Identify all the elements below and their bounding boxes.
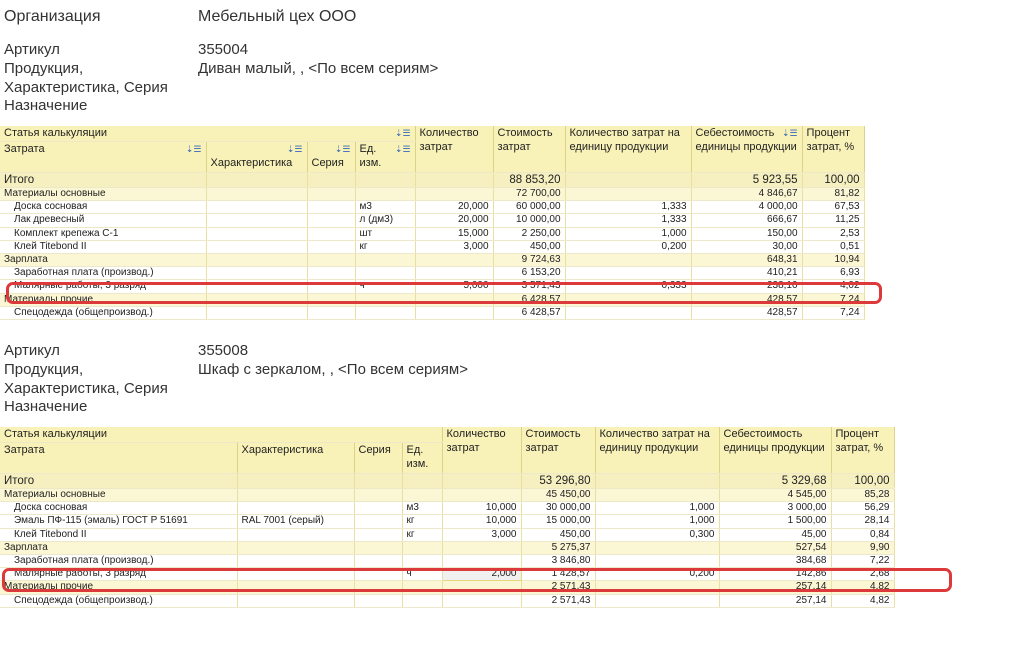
table-row[interactable] (0, 306, 864, 319)
percent-cell: 56,29 (831, 502, 894, 515)
characteristic-cell (206, 201, 307, 214)
qty-per-unit-cell: 1,000 (565, 227, 691, 240)
org-label: Организация (4, 8, 101, 25)
header-seb[interactable]: ⇣☰ Себестоимость единицы продукции (691, 126, 802, 173)
table-row[interactable] (0, 594, 894, 607)
product-label-1: Продукция, Характеристика, Серия (4, 60, 168, 96)
header-kol-ed[interactable]: Количество затрат на единицу продукции (565, 126, 691, 173)
unit-cell (402, 594, 442, 607)
sort-icon[interactable]: ⇣☰ (781, 128, 798, 138)
unit-cell (355, 267, 415, 280)
unit-cost-cell: 30,00 (691, 240, 802, 253)
characteristic-cell (237, 554, 354, 567)
table-row[interactable] (0, 227, 864, 240)
unit-cost-cell: 257,14 (719, 594, 831, 607)
article-value-2: 355008 (198, 342, 249, 359)
series-cell (354, 594, 402, 607)
quantity-cell (442, 554, 521, 567)
percent-cell: 7,24 (802, 293, 864, 306)
cost-cell: 3 846,80 (521, 554, 595, 567)
qty-per-unit-cell: 0,200 (595, 568, 719, 581)
cost-cell: 450,00 (521, 528, 595, 541)
quantity-cell (442, 594, 521, 607)
characteristic-cell (206, 253, 307, 266)
series-cell (307, 214, 355, 227)
header-zatrata[interactable]: Затрата ⇣☰ (0, 142, 206, 173)
series-cell (307, 306, 355, 319)
group-row[interactable] (0, 188, 864, 201)
characteristic-cell (237, 502, 354, 515)
characteristic-cell (206, 267, 307, 280)
purpose-label-2: Назначение (4, 398, 88, 415)
qty-per-unit-cell (565, 267, 691, 280)
header-stat[interactable]: Статья калькуляции ⇣☰ (0, 126, 415, 142)
cost-item-name: Эмаль ПФ-115 (эмаль) ГОСТ Р 51691 (0, 515, 237, 528)
qty-per-unit-cell: 0,200 (565, 240, 691, 253)
table-row[interactable] (0, 502, 894, 515)
highlight-box-2 (2, 568, 952, 592)
percent-cell: 6,93 (802, 267, 864, 280)
unit-cost-cell: 666,67 (691, 214, 802, 227)
percent-cell: 81,82 (802, 188, 864, 201)
quantity-cell (415, 267, 493, 280)
cost-cell: 6 428,57 (493, 293, 565, 306)
table-row[interactable] (0, 240, 864, 253)
percent-cell: 9,90 (831, 541, 894, 554)
qty-per-unit-cell (565, 306, 691, 319)
percent-cell: 2,68 (831, 568, 894, 581)
group-row[interactable] (0, 541, 894, 554)
quantity-cell (442, 541, 521, 554)
total-row[interactable]: Итого 88 853,20 5 923,55 100,00 (0, 173, 864, 188)
unit-cell: ч (402, 568, 442, 581)
series-cell (354, 515, 402, 528)
series-cell (354, 502, 402, 515)
unit-cell (355, 188, 415, 201)
characteristic-cell (237, 528, 354, 541)
cost-item-name: Материалы прочие (0, 293, 206, 306)
sort-icon[interactable]: ⇣☰ (286, 144, 303, 154)
qty-per-unit-cell (595, 594, 719, 607)
percent-cell: 7,22 (831, 554, 894, 567)
cost-cell: 2 571,43 (521, 594, 595, 607)
table-row[interactable] (0, 201, 864, 214)
unit-cost-cell: 1 500,00 (719, 515, 831, 528)
series-cell (354, 489, 402, 502)
unit-cell (355, 253, 415, 266)
cost-item-name: Клей Titebond II (0, 240, 206, 253)
highlight-box-1 (6, 282, 882, 304)
article-value-1: 355004 (198, 41, 249, 58)
cost-cell: 10 000,00 (493, 214, 565, 227)
cost-item-name: Лак древесный (0, 214, 206, 227)
cost-item-name: Материалы прочие (0, 581, 237, 594)
percent-cell: 4,82 (831, 581, 894, 594)
cost-cell: 6 153,20 (493, 267, 565, 280)
quantity-cell (442, 489, 521, 502)
unit-cell: кг (402, 515, 442, 528)
quantity-cell: 15,000 (415, 227, 493, 240)
quantity-cell (415, 306, 493, 319)
header-kol-ed[interactable]: Количество затрат на единицу продукции (595, 427, 719, 474)
header-zatrata[interactable]: Затрата (0, 443, 237, 474)
unit-cell: м3 (355, 201, 415, 214)
characteristic-cell (206, 188, 307, 201)
header-proc[interactable]: Процент затрат, % (802, 126, 864, 173)
unit-cost-cell: 648,31 (691, 253, 802, 266)
qty-per-unit-cell: 1,000 (595, 515, 719, 528)
unit-cost-cell: 410,21 (691, 267, 802, 280)
quantity-cell: 3,000 (442, 528, 521, 541)
series-cell (354, 554, 402, 567)
sort-icon[interactable]: ⇣☰ (394, 144, 411, 154)
series-cell (307, 253, 355, 266)
sort-icon[interactable]: ⇣☰ (185, 144, 202, 154)
cost-cell: 3 571,43 (493, 280, 565, 293)
series-cell (307, 201, 355, 214)
qty-per-unit-cell: 1,333 (565, 214, 691, 227)
header-seria[interactable]: Серия (354, 443, 402, 474)
qty-per-unit-cell (565, 188, 691, 201)
cost-item-name: Комплект крепежа С-1 (0, 227, 206, 240)
percent-cell: 0,51 (802, 240, 864, 253)
quantity-cell: 10,000 (442, 502, 521, 515)
unit-cost-cell: 238,10 (691, 280, 802, 293)
unit-cell: м3 (402, 502, 442, 515)
sort-icon[interactable]: ⇣☰ (334, 144, 351, 154)
unit-cell: шт (355, 227, 415, 240)
cost-cell: 6 428,57 (493, 306, 565, 319)
header-stoim[interactable]: Стоимость затрат (493, 126, 565, 173)
unit-cell (402, 554, 442, 567)
cost-item-name: Спецодежда (общепроизвод.) (0, 594, 237, 607)
unit-cost-cell: 428,57 (691, 293, 802, 306)
percent-cell: 2,53 (802, 227, 864, 240)
cost-item-name: Клей Titebond II (0, 528, 237, 541)
quantity-cell: 20,000 (415, 201, 493, 214)
unit-cost-cell: 4 000,00 (691, 201, 802, 214)
header-kol[interactable]: Количество затрат (415, 126, 493, 173)
percent-cell: 67,53 (802, 201, 864, 214)
quantity-cell: 3,000 (415, 240, 493, 253)
product-value-1: Диван малый, , <По всем сериям> (198, 60, 439, 77)
cost-cell: 30 000,00 (521, 502, 595, 515)
header-stoim[interactable]: Стоимость затрат (521, 427, 595, 474)
characteristic-cell (237, 489, 354, 502)
cost-cell: 450,00 (493, 240, 565, 253)
unit-cost-cell: 150,00 (691, 227, 802, 240)
cost-cell: 2 250,00 (493, 227, 565, 240)
total-row[interactable]: Итого 53 296,80 5 329,68 100,00 (0, 474, 894, 489)
cost-cell: 45 450,00 (521, 489, 595, 502)
qty-per-unit-cell: 0,300 (595, 528, 719, 541)
cost-cell: 5 275,37 (521, 541, 595, 554)
percent-cell: 11,25 (802, 214, 864, 227)
series-cell (307, 240, 355, 253)
table-row[interactable] (0, 554, 894, 567)
cost-item-name: Зарплата (0, 253, 206, 266)
cost-cell: 72 700,00 (493, 188, 565, 201)
quantity-cell (415, 253, 493, 266)
header-seb[interactable]: Себестоимость единицы продукции (719, 427, 831, 474)
percent-cell: 4,82 (831, 594, 894, 607)
cost-item-name: Заработная плата (производ.) (0, 554, 237, 567)
header-harakt[interactable]: Характеристика (237, 443, 354, 474)
org-value: Мебельный цех ООО (198, 8, 357, 25)
unit-cost-cell: 257,14 (719, 581, 831, 594)
series-cell (307, 227, 355, 240)
characteristic-cell: RAL 7001 (серый) (237, 515, 354, 528)
qty-per-unit-cell (595, 489, 719, 502)
characteristic-cell (237, 594, 354, 607)
unit-cell: ч (355, 280, 415, 293)
unit-cell: л (дм3) (355, 214, 415, 227)
unit-cell (402, 541, 442, 554)
cost-item-name: Спецодежда (общепроизвод.) (0, 306, 206, 319)
header-stat[interactable]: Статья калькуляции (0, 427, 442, 443)
percent-cell: 7,24 (802, 306, 864, 319)
cost-item-name: Доска сосновая (0, 201, 206, 214)
group-row[interactable] (0, 489, 894, 502)
sort-icon[interactable]: ⇣☰ (394, 128, 411, 138)
unit-cost-cell: 3 000,00 (719, 502, 831, 515)
quantity-cell: 5,000 (415, 280, 493, 293)
group-row[interactable] (0, 253, 864, 266)
unit-cell (355, 306, 415, 319)
characteristic-cell (206, 240, 307, 253)
unit-cost-cell: 142,86 (719, 568, 831, 581)
unit-cost-cell: 4 846,67 (691, 188, 802, 201)
cost-item-name: Малярные работы, 3 разряд (0, 280, 206, 293)
characteristic-cell (206, 227, 307, 240)
characteristic-cell (206, 306, 307, 319)
article-label-2: Артикул (4, 342, 60, 359)
characteristic-cell (237, 541, 354, 554)
unit-cost-cell: 384,68 (719, 554, 831, 567)
quantity-cell: 2,000 (442, 568, 521, 581)
article-label-1: Артикул (4, 41, 60, 58)
qty-per-unit-cell (565, 253, 691, 266)
product-value-2: Шкаф с зеркалом, , <По всем сериям> (198, 361, 468, 378)
unit-cost-cell: 4 545,00 (719, 489, 831, 502)
table-row[interactable] (0, 214, 864, 227)
header-proc[interactable]: Процент затрат, % (831, 427, 894, 474)
unit-cost-cell: 428,57 (691, 306, 802, 319)
qty-per-unit-cell (595, 541, 719, 554)
series-cell (354, 528, 402, 541)
qty-per-unit-cell: 1,000 (595, 502, 719, 515)
header-harakt[interactable]: ⇣☰ Характеристика (206, 142, 307, 173)
cost-item-name: Материалы основные (0, 188, 206, 201)
cost-item-name: Доска сосновая (0, 502, 237, 515)
table-row[interactable] (0, 515, 894, 528)
qty-per-unit-cell (595, 554, 719, 567)
unit-cell (402, 489, 442, 502)
qty-per-unit-cell: 0,333 (565, 280, 691, 293)
series-cell (307, 188, 355, 201)
table-row[interactable] (0, 267, 864, 280)
quantity-cell: 10,000 (442, 515, 521, 528)
cost-cell: 9 724,63 (493, 253, 565, 266)
qty-per-unit-cell: 1,333 (565, 201, 691, 214)
series-cell (354, 541, 402, 554)
unit-cell: кг (402, 528, 442, 541)
percent-cell: 4,02 (802, 280, 864, 293)
header-ed[interactable]: ⇣☰ Ед. изм. (355, 142, 415, 173)
cost-item-name: Малярные работы, 3 разряд (0, 568, 237, 581)
header-ed[interactable]: Ед. изм. (402, 443, 442, 474)
cost-cell: 60 000,00 (493, 201, 565, 214)
quantity-cell: 20,000 (415, 214, 493, 227)
cost-item-name: Зарплата (0, 541, 237, 554)
unit-cost-cell: 45,00 (719, 528, 831, 541)
unit-cell: кг (355, 240, 415, 253)
percent-cell: 10,94 (802, 253, 864, 266)
cost-cell: 1 428,57 (521, 568, 595, 581)
quantity-cell (415, 188, 493, 201)
cost-cell: 2 571,43 (521, 581, 595, 594)
purpose-label-1: Назначение (4, 97, 88, 114)
percent-cell: 28,14 (831, 515, 894, 528)
unit-cost-cell: 527,54 (719, 541, 831, 554)
product-label-2: Продукция, Характеристика, Серия (4, 361, 168, 397)
percent-cell: 85,28 (831, 489, 894, 502)
series-cell (307, 267, 355, 280)
table-row[interactable] (0, 528, 894, 541)
characteristic-cell (206, 214, 307, 227)
header-kol[interactable]: Количество затрат (442, 427, 521, 474)
cost-cell: 15 000,00 (521, 515, 595, 528)
percent-cell: 0,84 (831, 528, 894, 541)
header-seria[interactable]: ⇣☰ Серия (307, 142, 355, 173)
cost-item-name: Заработная плата (производ.) (0, 267, 206, 280)
cost-item-name: Материалы основные (0, 489, 237, 502)
